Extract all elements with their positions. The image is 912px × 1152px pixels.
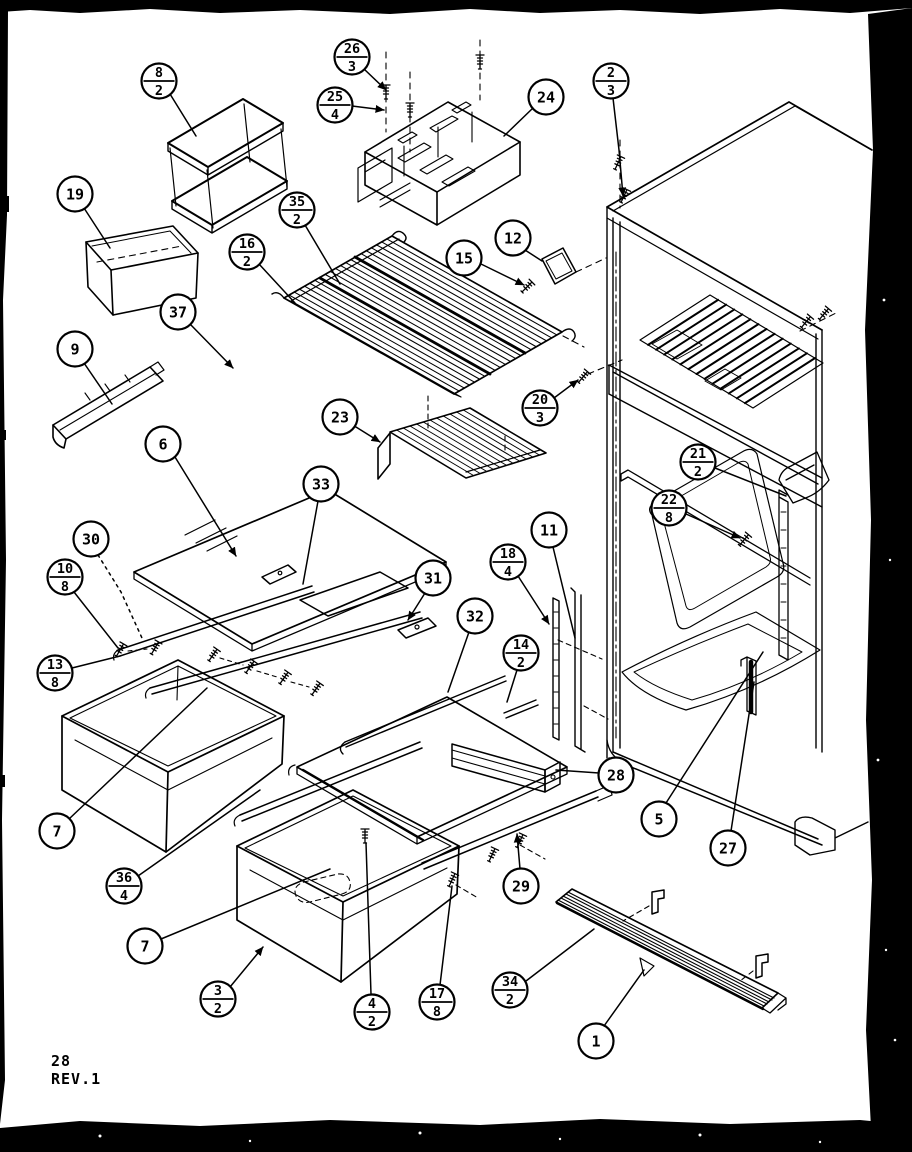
screw-icon (575, 369, 590, 385)
part-number: 37 (168, 303, 188, 322)
leader-line (507, 670, 517, 702)
kick-plate-grille (556, 889, 786, 1013)
part-number: 31 (423, 569, 443, 588)
leader-line (98, 555, 142, 638)
screw-icon (519, 279, 535, 295)
leader-line (556, 770, 599, 773)
part-number: 18 (499, 546, 517, 562)
part-number: 2 (606, 65, 616, 81)
part-number: 9 (70, 340, 80, 359)
refrigerator-cabinet (607, 102, 872, 855)
part-number: 1 (591, 1032, 601, 1051)
leader-line (526, 929, 594, 981)
leader-line (448, 632, 469, 692)
part-number: 22 (660, 492, 678, 508)
part-balloon (681, 445, 787, 497)
part-number: 21 (689, 446, 707, 462)
part-quantity: 2 (242, 254, 252, 270)
part-quantity: 3 (535, 410, 545, 426)
leader-line (72, 656, 120, 668)
screw-icon (361, 829, 369, 843)
part-balloon (318, 88, 385, 124)
leader-line (259, 264, 295, 303)
part-number: 8 (154, 65, 164, 81)
part-number: 6 (158, 435, 168, 454)
leader-line (604, 970, 644, 1026)
part-number: 14 (512, 637, 530, 653)
part-balloon (493, 929, 595, 1008)
part-balloon (38, 656, 121, 692)
part-balloon (504, 834, 539, 904)
part-number: 15 (454, 249, 474, 268)
part-number: 35 (288, 194, 306, 210)
part-quantity: 8 (432, 1004, 442, 1020)
leader-line (504, 108, 533, 136)
part-balloon (652, 491, 741, 539)
part-number: 3 (213, 983, 223, 999)
part-quantity: 2 (367, 1014, 377, 1030)
leader-line (69, 688, 207, 819)
part-balloon (523, 380, 579, 426)
part-balloon (40, 688, 208, 849)
trim-rods (340, 676, 538, 754)
part-balloon (142, 64, 197, 137)
part-number: 27 (718, 839, 738, 858)
part-number: 29 (511, 877, 531, 896)
part-balloon (496, 221, 543, 262)
leader-line (686, 514, 740, 538)
part-number: 32 (465, 607, 485, 626)
part-balloon (491, 545, 550, 625)
part-number: 16 (238, 236, 256, 252)
part-balloon (74, 522, 143, 639)
freezer-floor-hatch (648, 300, 815, 403)
leader-line (170, 94, 196, 136)
crisper-drawer-lower (237, 790, 459, 982)
leader-line (666, 652, 763, 803)
part-number: 26 (343, 41, 361, 57)
part-balloon (48, 560, 119, 649)
part-balloon (128, 869, 331, 964)
part-quantity: 2 (693, 464, 703, 480)
part-number: 20 (531, 392, 549, 408)
screw-icon (798, 314, 813, 330)
leader-line (161, 869, 330, 939)
revision-label: REV.1 (51, 1070, 102, 1088)
leader-line (408, 593, 425, 620)
leader-line (481, 264, 524, 285)
leader-line (613, 98, 623, 196)
part-quantity: 2 (154, 83, 164, 99)
part-number: 24 (536, 88, 556, 107)
part-number: 33 (311, 475, 331, 494)
screw-icon (277, 670, 292, 686)
leader-line (364, 69, 386, 90)
leader-line (356, 427, 380, 442)
part-balloon (504, 80, 564, 137)
part-number: 36 (115, 870, 133, 886)
wire-basket (378, 408, 546, 479)
leader-line (190, 324, 233, 368)
screw-icon (309, 681, 324, 697)
part-quantity: 4 (119, 888, 129, 904)
part-balloon (408, 561, 451, 621)
part-balloon (146, 427, 237, 557)
screw-icon (513, 833, 526, 849)
leader-line (230, 947, 263, 987)
leader-line (440, 886, 452, 985)
part-quantity: 2 (213, 1001, 223, 1017)
ice-maker-assembly (358, 102, 520, 225)
freezer-wire-shelf (272, 231, 575, 397)
leader-line (554, 380, 578, 398)
part-balloon (201, 947, 264, 1017)
part-number: 7 (140, 937, 150, 956)
part-number: 19 (65, 185, 85, 204)
leader-line (352, 106, 384, 110)
leader-line (731, 682, 754, 831)
part-balloon (556, 758, 634, 793)
shelf-wires (289, 239, 557, 391)
part-number: 17 (428, 986, 446, 1002)
fill-cover (542, 248, 576, 284)
part-balloon (355, 843, 390, 1030)
part-quantity: 4 (503, 564, 513, 580)
leader-line (74, 592, 118, 648)
part-balloon (230, 235, 296, 304)
part-number: 5 (654, 810, 664, 829)
part-quantity: 8 (664, 510, 674, 526)
leader-line (525, 250, 542, 261)
part-quantity: 8 (60, 579, 70, 595)
leader-line (366, 843, 371, 994)
part-balloon (420, 886, 455, 1020)
part-balloon (448, 599, 493, 693)
screw-icon (206, 647, 221, 663)
part-balloon (504, 636, 539, 703)
part-quantity: 2 (516, 655, 526, 671)
part-balloon (594, 64, 629, 197)
part-quantity: 4 (330, 107, 340, 123)
part-balloon (161, 295, 234, 369)
part-quantity: 2 (292, 212, 302, 228)
callout-balloons (38, 40, 787, 1059)
part-number: 34 (501, 974, 519, 990)
shelf-frame-rails (114, 565, 437, 698)
part-balloon (335, 40, 387, 91)
part-number: 7 (52, 822, 62, 841)
screw-icon (148, 640, 162, 656)
leader-line (303, 501, 318, 584)
part-number: 30 (81, 530, 101, 549)
leader-line (138, 790, 260, 876)
part-balloon (323, 400, 381, 443)
screw-icon (611, 155, 624, 171)
part-number: 11 (539, 521, 559, 540)
leader-line (553, 547, 575, 638)
part-balloon (303, 467, 339, 585)
part-quantity: 3 (606, 83, 616, 99)
part-quantity: 3 (347, 59, 357, 75)
part-number: 10 (56, 561, 74, 577)
glass-shelf-cover (134, 490, 446, 651)
leader-line (518, 576, 549, 624)
screw-icon (485, 847, 498, 863)
part-number: 25 (326, 89, 344, 105)
part-quantity: 2 (505, 992, 515, 1008)
part-balloon (579, 970, 645, 1059)
page-number: 28 (51, 1052, 72, 1070)
part-number: 4 (367, 996, 377, 1012)
basket-wires (397, 410, 540, 475)
part-number: 28 (606, 766, 626, 785)
part-balloon (58, 177, 111, 249)
part-number: 13 (46, 657, 64, 673)
part-number: 12 (503, 229, 523, 248)
part-number: 23 (330, 408, 350, 427)
part-quantity: 8 (50, 675, 60, 691)
